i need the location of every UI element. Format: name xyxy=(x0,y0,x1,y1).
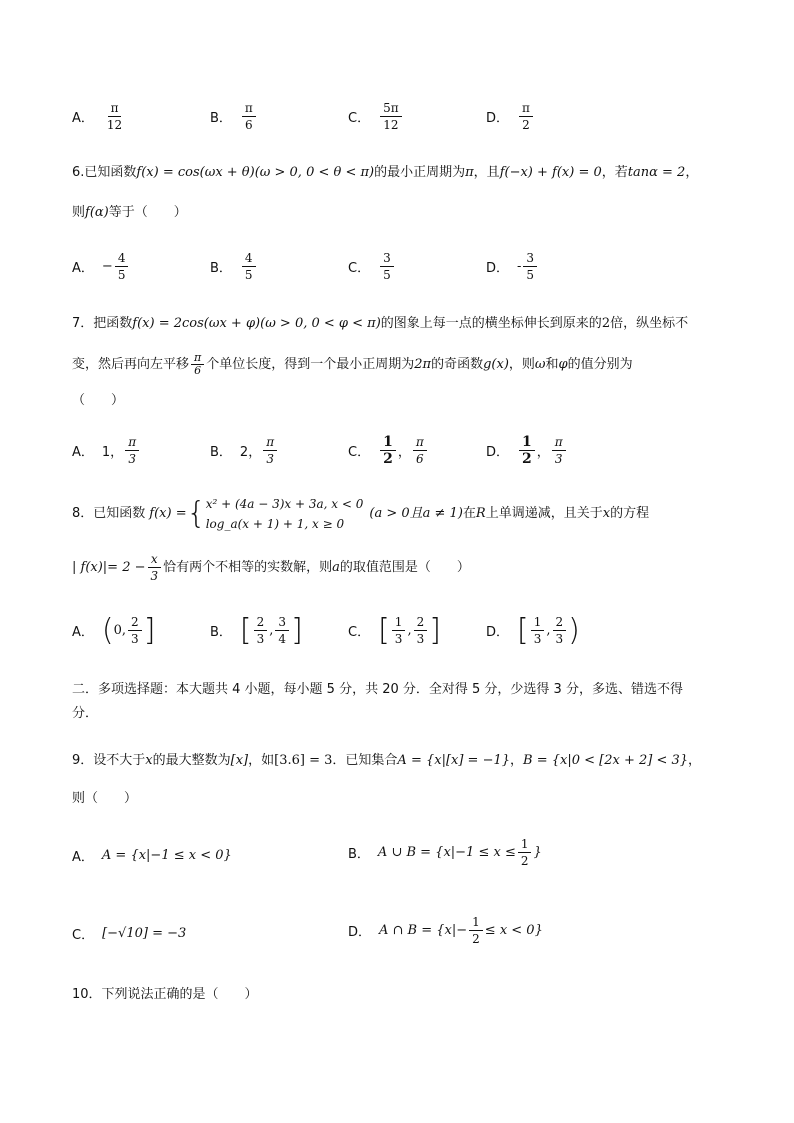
fraction-numerator: 3 xyxy=(523,250,537,267)
option-label: B． xyxy=(210,111,232,126)
option-label: D． xyxy=(486,111,510,126)
text: 上单调递减，且关于 xyxy=(485,506,603,521)
fraction-denominator: 5 xyxy=(526,268,535,282)
text: ， xyxy=(685,165,699,180)
fraction-numerator: 5π xyxy=(380,100,402,117)
fraction-numerator: 2 xyxy=(553,614,567,631)
q7-stem-line1 xyxy=(72,314,688,334)
fraction-numerator: π xyxy=(242,100,256,117)
q7-option-b xyxy=(210,434,279,467)
fraction-numerator: π xyxy=(263,434,277,451)
math-expression: [x] xyxy=(230,753,249,768)
interval-close: ] xyxy=(429,612,441,648)
fraction-denominator: 2 xyxy=(522,118,530,132)
q8-option-b: B． [ $\frac{2}{3}$ , $\frac{3}{4}$ ] xyxy=(210,612,303,648)
option-label: D． xyxy=(486,625,510,640)
q6-option-c xyxy=(348,250,396,283)
option-label: A． xyxy=(72,261,94,276)
fraction-numerator: 1 xyxy=(518,836,532,853)
text: 已知函数 xyxy=(93,506,146,521)
q9-option-c xyxy=(72,924,186,943)
fraction-numerator: 4 xyxy=(242,250,256,267)
fraction-denominator: 4 xyxy=(278,632,287,646)
question-number: 6. xyxy=(72,165,85,180)
fraction-denominator: 12 xyxy=(106,118,123,132)
fraction-denominator: 2 xyxy=(522,451,532,467)
q9-stem-line1 xyxy=(72,751,701,771)
q8-option-c: C． [ $\frac{1}{3}$ , $\frac{2}{3}$ ] xyxy=(348,612,441,648)
math-expression: π xyxy=(465,165,474,180)
q8-stem-line2 xyxy=(72,551,470,584)
case-2: log_a(x + 1) + 1, x ≥ 0 xyxy=(205,517,345,531)
text: ， xyxy=(397,445,411,460)
interval-open: [ xyxy=(517,612,529,648)
option-label: C． xyxy=(348,261,371,276)
fraction-denominator: 3 xyxy=(256,632,265,646)
fraction-denominator: 2 xyxy=(472,932,480,946)
fraction-denominator: 3 xyxy=(555,632,564,646)
fraction-denominator: 3 xyxy=(554,452,563,466)
text: ，则 xyxy=(508,356,535,372)
fraction-denominator: 3 xyxy=(533,632,542,646)
fraction-denominator: 3 xyxy=(131,632,139,646)
q7-option-d xyxy=(486,434,568,467)
q10-stem xyxy=(72,985,258,1005)
fraction-numerator: π xyxy=(413,434,427,451)
text: 变，然后再向左平移 xyxy=(72,356,190,372)
math-expression: B = {x|0 < [2x + 2] < 3} xyxy=(523,753,689,768)
interval-open: [ xyxy=(239,612,252,648)
text: 倍，纵坐标不 xyxy=(610,316,689,331)
fraction-denominator: 2 xyxy=(383,451,393,467)
fraction-numerator: 2 xyxy=(128,614,142,631)
option-label: D． xyxy=(348,925,372,940)
text: 2， xyxy=(239,445,262,460)
text: （ ） xyxy=(72,393,125,408)
math-expression: A = {x|−1 ≤ x < 0} xyxy=(101,848,232,863)
q6-option-b xyxy=(210,250,258,283)
fraction-numerator: π xyxy=(108,100,122,117)
math-expression: ≤ x < 0} xyxy=(484,923,543,938)
q8-option-d: D． [ $\frac{1}{3}$ , $\frac{2}{3}$ ) xyxy=(486,612,580,648)
q6-stem-line2 xyxy=(72,203,187,223)
text: 设不大于 xyxy=(93,753,146,768)
text: 的最大整数为 xyxy=(152,753,231,768)
option-label: A． xyxy=(72,445,94,460)
text: 的奇函数 xyxy=(431,356,484,372)
text: 的方程 xyxy=(610,506,650,521)
interval-open: [ xyxy=(378,612,390,648)
math-expression: tanα = 2 xyxy=(627,165,686,180)
option-label: D． xyxy=(486,445,510,460)
text: 和 xyxy=(545,356,559,372)
text: 恰有两个不相等的实数解，则 xyxy=(163,559,333,575)
math-expression: A ∪ B = {x|−1 ≤ x ≤ xyxy=(377,845,516,860)
interval-close: ] xyxy=(143,612,156,648)
question-number: 7． xyxy=(72,316,94,331)
interval-close: ] xyxy=(291,612,303,648)
fraction-numerator: π xyxy=(191,352,204,365)
fraction-denominator: 3 xyxy=(416,632,425,646)
fraction-denominator: 6 xyxy=(415,452,424,466)
sign: - xyxy=(517,259,522,274)
math-expression: g(x) xyxy=(483,356,509,372)
q6-stem-line1 xyxy=(72,163,698,183)
text: ，如 xyxy=(248,753,275,768)
fraction-denominator: 5 xyxy=(117,268,126,282)
q9-option-d xyxy=(348,914,543,947)
math-expression: (a > 0且a ≠ 1) xyxy=(369,506,463,521)
text: 的图象上每一点的横坐标伸长到原来的 xyxy=(380,316,602,331)
fraction-denominator: 5 xyxy=(244,268,253,282)
text: 在 xyxy=(462,506,476,521)
fraction-denominator: 3 xyxy=(266,452,274,466)
option-label: B． xyxy=(210,445,232,460)
text: ， xyxy=(536,445,550,460)
q8-stem-line1 xyxy=(72,494,649,534)
fraction-denominator: 2 xyxy=(520,854,529,868)
q5-option-a xyxy=(72,100,127,133)
math-expression: ω xyxy=(534,356,546,372)
math-expression: a xyxy=(332,559,340,575)
fraction-denominator: 12 xyxy=(383,118,399,132)
left-brace: { xyxy=(186,496,206,531)
sign: − xyxy=(101,259,113,274)
q9-option-a xyxy=(72,846,232,865)
text: 个单位长度，得到一个最小正周期为 xyxy=(206,356,415,372)
q5-option-d xyxy=(486,100,535,133)
q6-option-d xyxy=(486,250,539,283)
math-expression: A ∩ B = {x|− xyxy=(379,923,468,938)
q9-option-b xyxy=(348,836,542,869)
text: ， xyxy=(688,753,702,768)
fraction-numerator: π xyxy=(125,434,139,451)
option-label: B． xyxy=(210,625,232,640)
fraction-numerator: 1 xyxy=(392,614,406,631)
math-expression: f(x) = 2cos(ωx + φ)(ω > 0, 0 < φ < π) xyxy=(132,316,381,331)
text: 把函数 xyxy=(93,316,133,331)
fraction-numerator: 2 xyxy=(414,614,428,631)
option-label: D． xyxy=(486,261,510,276)
question-number: 8． xyxy=(72,506,94,521)
math-expression: [3.6] = 3 xyxy=(274,753,333,768)
option-label: C． xyxy=(72,928,95,943)
interval-open: ( xyxy=(101,612,114,648)
fraction-numerator: 3 xyxy=(380,250,394,267)
math-expression: x xyxy=(145,753,153,768)
math-expression: f(x) = xyxy=(149,506,187,521)
text: 的取值范围是（ ） xyxy=(339,559,470,575)
option-label: C． xyxy=(348,111,371,126)
fraction-numerator: 1 xyxy=(469,914,483,931)
math-expression: R xyxy=(475,506,486,521)
text: ．已知集合 xyxy=(332,753,398,768)
math-expression: x xyxy=(602,506,611,521)
fraction-numerator: 2 xyxy=(254,614,268,631)
math-expression: φ xyxy=(558,356,568,372)
q9-stem-line2 xyxy=(72,789,137,809)
text: 的最小正周期为 xyxy=(374,165,466,180)
math-expression: } xyxy=(533,845,542,860)
fraction-numerator: π xyxy=(552,434,566,451)
q7-option-c xyxy=(348,434,429,467)
q7-option-a xyxy=(72,434,141,467)
q7-stem-line3 xyxy=(72,391,124,411)
fraction-denominator: 3 xyxy=(128,452,136,466)
text: 则（ ） xyxy=(72,791,138,806)
fraction-numerator: 1 xyxy=(380,434,396,451)
fraction-denominator: 6 xyxy=(245,118,253,132)
text: ，若 xyxy=(601,165,628,180)
text: 二．多项选择题：本大题共 4 小题，每小题 5 分，共 20 分．全对得 5 分，少选得 3 分，多选、错选不得 xyxy=(72,682,683,697)
text: 2 xyxy=(601,316,611,331)
option-label: C． xyxy=(348,625,371,640)
math-expression: 2π xyxy=(414,356,432,372)
piecewise-function xyxy=(187,494,364,534)
question-number: 9． xyxy=(72,753,94,768)
option-label: B． xyxy=(348,847,370,862)
text: ，且 xyxy=(473,165,500,180)
option-label: A． xyxy=(72,850,94,865)
text: 等于（ ） xyxy=(108,205,187,220)
q8-option-a: A． ( 0 , $\frac{2}{3}$ ] xyxy=(72,612,156,648)
option-label: A． xyxy=(72,625,94,640)
math-expression: [−√10] = −3 xyxy=(102,926,187,941)
math-expression: | f(x)|= 2 − xyxy=(72,559,146,575)
fraction-numerator: 3 xyxy=(275,614,289,631)
fraction-denominator: 3 xyxy=(150,569,159,583)
q7-stem-line2 xyxy=(72,352,633,377)
text: 的值分别为 xyxy=(567,356,633,372)
math-expression: f(−x) + f(x) = 0 xyxy=(499,165,602,180)
math-expression: A = {x|[x] = −1} xyxy=(397,753,511,768)
text: ， xyxy=(510,753,524,768)
option-label: B． xyxy=(210,261,232,276)
section-2-heading xyxy=(72,680,683,700)
fraction-numerator: 1 xyxy=(519,434,535,451)
fraction-denominator: 5 xyxy=(383,268,391,282)
q6-option-a xyxy=(72,250,130,283)
case-1: x² + (4a − 3)x + 3a, x < 0 xyxy=(205,497,364,511)
option-label: C． xyxy=(348,445,371,460)
section-2-heading-line2 xyxy=(72,704,98,724)
text: 0 xyxy=(113,623,122,638)
q5-option-b xyxy=(210,100,258,133)
fraction-denominator: 6 xyxy=(194,364,202,377)
math-expression: f(α) xyxy=(85,205,109,220)
fraction-denominator: 3 xyxy=(394,632,403,646)
math-expression: f(x) = cos(ωx + θ)(ω > 0, 0 < θ < π) xyxy=(136,165,375,180)
q5-option-c xyxy=(348,100,404,133)
interval-close: ) xyxy=(568,612,580,648)
text: 分． xyxy=(72,706,99,721)
fraction-numerator: 4 xyxy=(115,250,129,267)
fraction-numerator: 1 xyxy=(531,614,545,631)
option-label: A． xyxy=(72,111,94,126)
fraction-numerator: x xyxy=(148,551,161,568)
fraction-numerator: π xyxy=(519,100,533,117)
text: 则 xyxy=(72,205,86,220)
text: 1， xyxy=(101,445,124,460)
text: 10．下列说法正确的是（ ） xyxy=(72,987,258,1002)
text: 已知函数 xyxy=(84,165,137,180)
